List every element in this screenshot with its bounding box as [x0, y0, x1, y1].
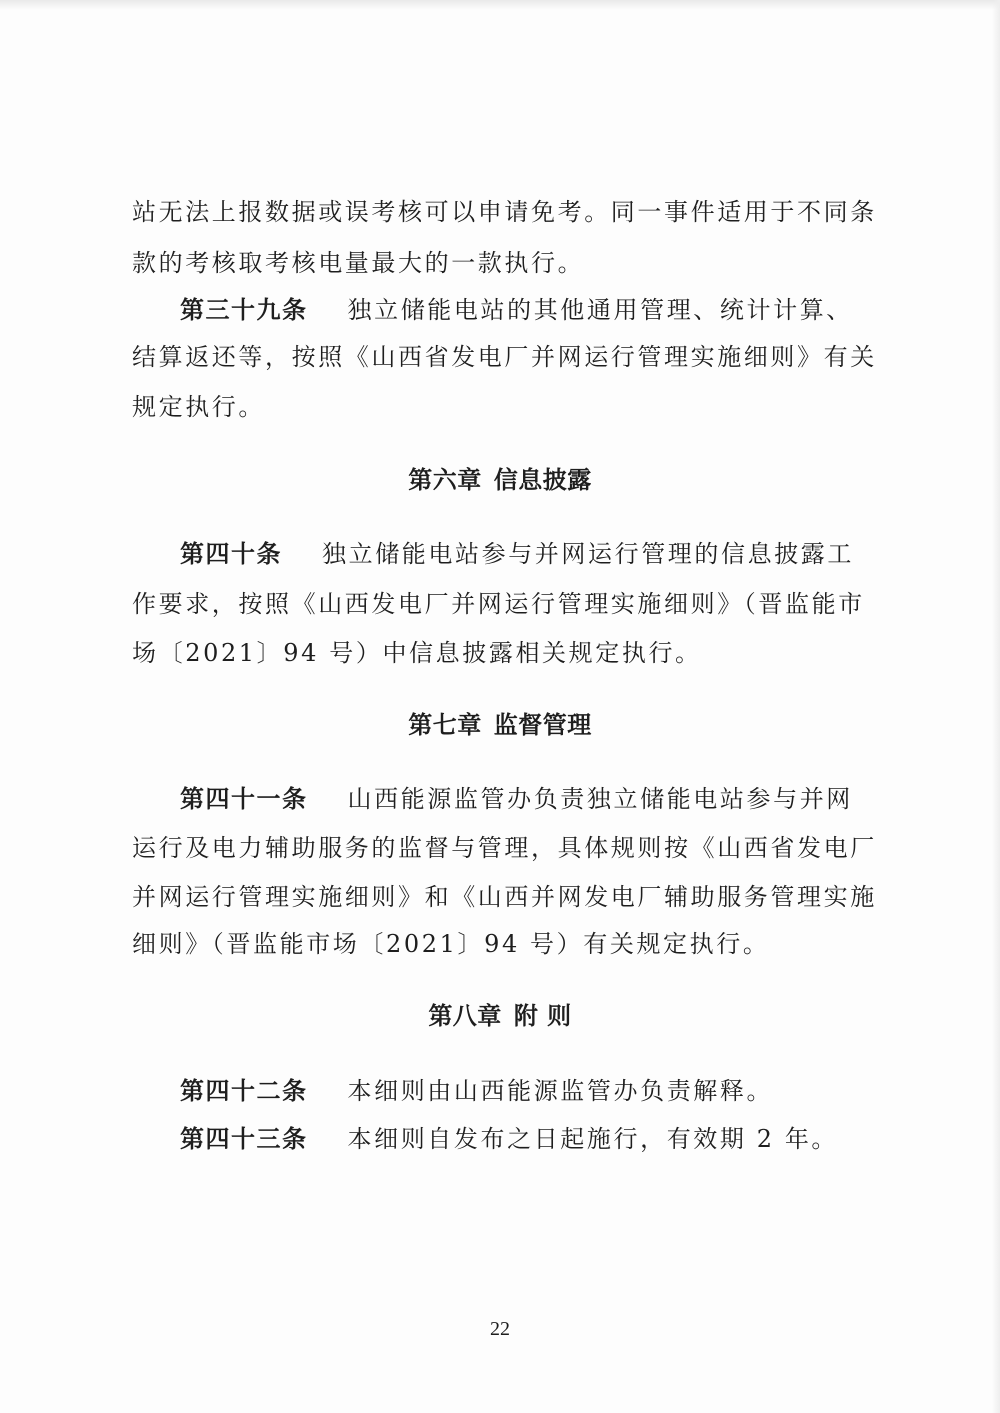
chapter-number: 第七章	[408, 711, 482, 739]
article-43-line	[180, 1123, 877, 1155]
chapter-heading	[0, 464, 1000, 496]
text-line: 款的考核取考核电量最大的一款执行。	[132, 249, 585, 277]
article-number: 第三十九条	[180, 296, 308, 324]
article-number: 第四十一条	[180, 785, 308, 813]
article-number: 第四十条	[180, 540, 282, 568]
chapter-number: 第八章	[428, 1002, 502, 1030]
text-line: 并网运行管理实施细则》和《山西并网发电厂辅助服务管理实施	[132, 883, 877, 911]
text-line: 场〔2021〕94 号）中信息披露相关规定执行。	[132, 639, 702, 667]
scan-shadow-top	[0, 0, 1000, 10]
text-line: 结算返还等，按照《山西省发电厂并网运行管理实施细则》有关	[132, 343, 877, 371]
article-text: 独立储能电站的其他通用管理、统计计算、	[347, 296, 853, 324]
text-line: 细则》（晋监能市场〔2021〕94 号）有关规定执行。	[132, 930, 770, 958]
text-line: 规定执行。	[132, 393, 265, 421]
article-text: 山西能源监管办负责独立储能电站参与并网	[347, 785, 853, 813]
article-text: 本细则自发布之日起施行，有效期 2 年。	[347, 1125, 839, 1153]
chapter-heading	[0, 709, 1000, 741]
text-line: 站无法上报数据或误考核可以申请免考。同一事件适用于不同条	[132, 198, 877, 226]
page-number: 22	[490, 1318, 510, 1340]
article-text: 本细则由山西能源监管办负责解释。	[347, 1077, 774, 1105]
article-number: 第四十三条	[180, 1125, 308, 1153]
chapter-title: 监督管理	[493, 711, 592, 739]
article-39-first-line	[180, 294, 877, 326]
text-line: 作要求，按照《山西发电厂并网运行管理实施细则》（晋监能市	[132, 590, 865, 618]
article-text: 独立储能电站参与并网运行管理的信息披露工	[322, 540, 854, 568]
article-41-first-line	[180, 783, 877, 815]
article-40-first-line	[180, 538, 877, 570]
chapter-number: 第六章	[408, 466, 482, 494]
text-line: 运行及电力辅助服务的监督与管理，具体规则按《山西省发电厂	[132, 834, 877, 862]
article-number: 第四十二条	[180, 1077, 308, 1105]
scan-shadow-right	[992, 0, 1000, 1413]
article-42-line	[180, 1075, 877, 1107]
chapter-heading	[0, 1000, 1000, 1032]
chapter-title: 信息披露	[493, 466, 592, 494]
chapter-title: 附 则	[513, 1002, 572, 1030]
